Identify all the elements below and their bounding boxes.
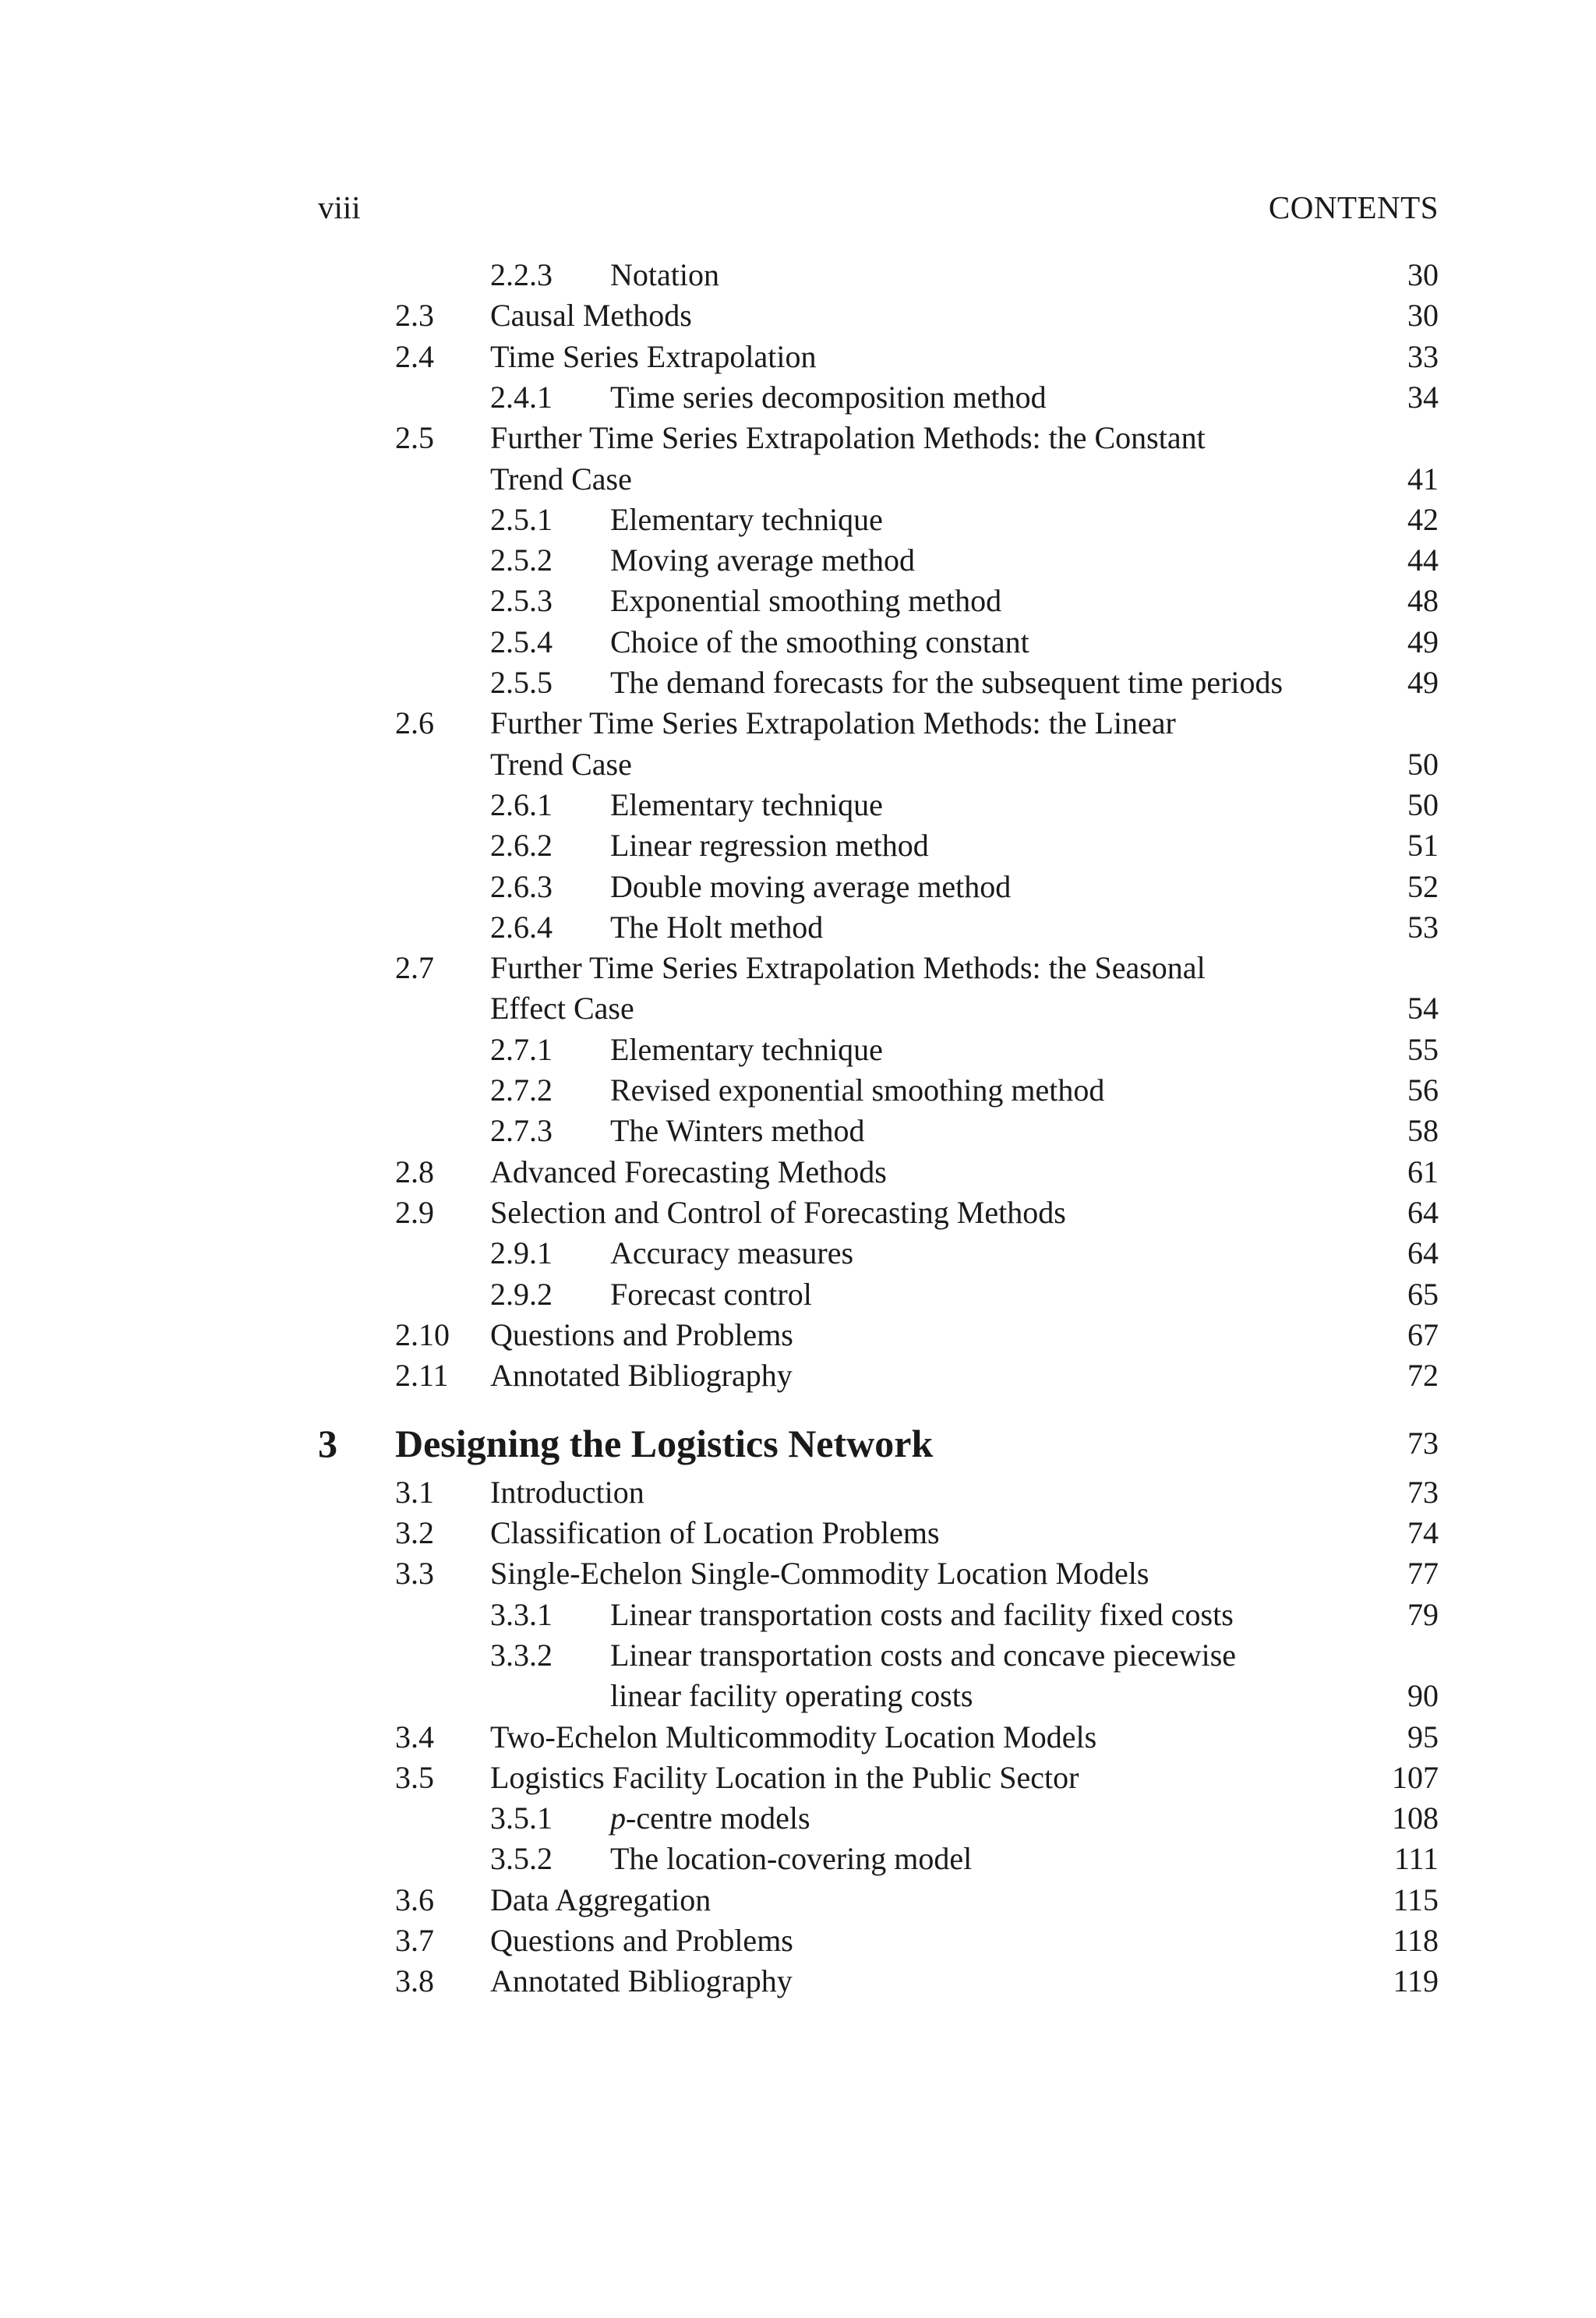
toc-entry-page: 53 xyxy=(1407,909,1439,945)
toc-entry-title: Single-Echelon Single-Commodity Location Models xyxy=(490,1556,1149,1592)
toc-entry xyxy=(0,540,1596,581)
toc-entry-number: 2.6.4 xyxy=(490,909,553,945)
toc-entry xyxy=(0,418,1596,458)
toc-entry-title: Choice of the smoothing constant xyxy=(610,624,1029,659)
toc-entry-page: 50 xyxy=(1407,746,1439,782)
toc-entry-number: 2.5.2 xyxy=(490,542,553,578)
toc-entry-page: 77 xyxy=(1407,1556,1439,1592)
toc-entry-title: Time series decomposition method xyxy=(610,379,1047,415)
toc-entry-title: Designing the Logistics Network xyxy=(395,1422,934,1466)
toc-entry-title: Time Series Extrapolation xyxy=(490,338,817,374)
toc-entry-number: 3.2 xyxy=(395,1515,434,1550)
toc-entry-title: The Holt method xyxy=(610,909,824,945)
toc-entry-page: 42 xyxy=(1407,501,1439,537)
toc-entry-number: 3.5.1 xyxy=(490,1800,553,1836)
toc-entry-title: Further Time Series Extrapolation Methods: the Linear xyxy=(490,705,1176,741)
toc-entry-number: 2.2.3 xyxy=(490,257,553,292)
toc-entry xyxy=(0,1355,1596,1396)
toc-entry-page: 108 xyxy=(1392,1800,1439,1836)
toc-entry-number: 2.9 xyxy=(395,1194,434,1230)
toc-entry-title: Introduction xyxy=(490,1474,644,1510)
toc-entry xyxy=(0,1553,1596,1594)
toc-entry-title: Linear regression method xyxy=(610,828,929,864)
toc-entry xyxy=(0,1880,1596,1920)
toc-entry-title: Advanced Forecasting Methods xyxy=(490,1154,887,1189)
toc-entry-title: Logistics Facility Location in the Public Sector xyxy=(490,1759,1079,1795)
toc-entry-title: Two-Echelon Multicommodity Location Models xyxy=(490,1719,1097,1754)
toc-entry-number: 2.9.1 xyxy=(490,1235,553,1271)
toc-entry-number: 2.6.3 xyxy=(490,868,553,904)
toc-entry-title: Causal Methods xyxy=(490,298,692,334)
toc-entry-page: 119 xyxy=(1393,1963,1439,1999)
toc-entry xyxy=(0,825,1596,866)
toc-entry-page: 51 xyxy=(1407,828,1439,864)
toc-entry xyxy=(0,785,1596,825)
toc-entry-page: 72 xyxy=(1407,1358,1439,1394)
toc-entry-page: 44 xyxy=(1407,542,1439,578)
toc-entry-page: 73 xyxy=(1407,1474,1439,1510)
toc-entry-title: Questions and Problems xyxy=(490,1923,793,1958)
toc-entry xyxy=(0,1030,1596,1070)
toc-entry xyxy=(0,500,1596,540)
toc-entry-page: 30 xyxy=(1407,257,1439,292)
toc-entry-page: 49 xyxy=(1407,665,1439,700)
toc-entry xyxy=(0,948,1596,988)
toc-entry-title: Linear transportation costs and facility fixed costs xyxy=(610,1596,1234,1632)
toc-entry-number: 2.8 xyxy=(395,1154,434,1189)
toc-entry-number: 2.5.5 xyxy=(490,665,553,700)
toc-entry-page: 95 xyxy=(1407,1719,1439,1754)
toc-entry-number: 2.4.1 xyxy=(490,379,553,415)
toc-entry-number: 3.1 xyxy=(395,1474,434,1510)
toc-entry xyxy=(0,1315,1596,1355)
toc-entry-page: 52 xyxy=(1407,868,1439,904)
toc-entry-page: 58 xyxy=(1407,1113,1439,1149)
toc-entry-page: 65 xyxy=(1407,1276,1439,1312)
toc-entry-title: Classification of Location Problems xyxy=(490,1515,940,1550)
toc-entry-title: linear facility operating costs xyxy=(610,1678,973,1714)
toc-entry-number: 2.5.3 xyxy=(490,583,553,619)
toc-entry xyxy=(0,907,1596,948)
toc-entry-number: 2.9.2 xyxy=(490,1276,553,1312)
toc-entry-title: Annotated Bibliography xyxy=(490,1963,793,1999)
toc-entry-page: 90 xyxy=(1407,1678,1439,1714)
toc-entry-title xyxy=(610,1798,810,1839)
toc-entry-title: Revised exponential smoothing method xyxy=(610,1072,1105,1108)
toc-entry-number: 3.8 xyxy=(395,1963,434,1999)
toc-entry-title: Data Aggregation xyxy=(490,1882,711,1917)
toc-entry xyxy=(0,1798,1596,1839)
toc-entry-number: 2.5.4 xyxy=(490,624,553,659)
toc-entry-title-variable: p xyxy=(610,1800,626,1836)
toc-entry-page: 107 xyxy=(1392,1759,1439,1795)
toc-entry xyxy=(0,1676,1596,1716)
toc-entry-number: 3.5 xyxy=(395,1759,434,1795)
toc-entry-number: 2.6.1 xyxy=(490,786,553,822)
toc-entry-title: The demand forecasts for the subsequent time periods xyxy=(610,665,1284,700)
toc-entry-number: 2.4 xyxy=(395,338,434,374)
toc-entry xyxy=(0,1758,1596,1798)
toc-entry-number: 2.5 xyxy=(395,420,434,456)
toc-entry xyxy=(0,1595,1596,1635)
toc-entry xyxy=(0,1070,1596,1111)
toc-entry-title: Further Time Series Extrapolation Methods: the Seasonal xyxy=(490,950,1206,986)
toc-entry-page: 55 xyxy=(1407,1031,1439,1067)
toc-entry xyxy=(0,867,1596,907)
toc-entry-page: 64 xyxy=(1407,1235,1439,1271)
toc-entry-number: 2.7 xyxy=(395,950,434,986)
toc-entry-page: 33 xyxy=(1407,338,1439,374)
toc-entry-number: 2.7.2 xyxy=(490,1072,553,1108)
toc-entry-number: 2.7.1 xyxy=(490,1031,553,1067)
toc-entry-page: 79 xyxy=(1407,1596,1439,1632)
toc-entry xyxy=(0,1152,1596,1193)
toc-entry-page: 73 xyxy=(1407,1426,1439,1461)
toc-entry-number: 3.3.2 xyxy=(490,1637,553,1673)
toc-entry xyxy=(0,337,1596,377)
toc-entry-page: 61 xyxy=(1407,1154,1439,1189)
toc-entry-page: 74 xyxy=(1407,1515,1439,1550)
toc-entry xyxy=(0,377,1596,418)
toc-entry-title: Linear transportation costs and concave piecewise xyxy=(610,1637,1237,1673)
toc-entry-page: 115 xyxy=(1393,1882,1439,1917)
toc-entry-title: Forecast control xyxy=(610,1276,812,1312)
toc-entry xyxy=(0,622,1596,663)
toc-entry-title: Accuracy measures xyxy=(610,1235,854,1271)
toc-entry-title: Elementary technique xyxy=(610,501,883,537)
toc-entry-number: 2.3 xyxy=(395,298,434,334)
toc-entry-page: 48 xyxy=(1407,583,1439,619)
toc-entry-title: Effect Case xyxy=(490,991,634,1026)
toc-entry-title: Further Time Series Extrapolation Methods: the Constant xyxy=(490,420,1206,456)
toc-entry-title: Elementary technique xyxy=(610,1031,883,1067)
toc-entry xyxy=(0,744,1596,785)
toc-entry-page: 56 xyxy=(1407,1072,1439,1108)
toc-entry-title: Moving average method xyxy=(610,542,915,578)
toc-entry-page: 64 xyxy=(1407,1194,1439,1230)
toc-entry xyxy=(0,988,1596,1029)
toc-entry-page: 118 xyxy=(1393,1923,1439,1958)
toc-entry-page: 111 xyxy=(1393,1841,1439,1877)
toc-entry xyxy=(0,255,1596,295)
toc-entry-title: Annotated Bibliography xyxy=(490,1358,793,1394)
toc-entry-title: Exponential smoothing method xyxy=(610,583,1002,619)
toc-entry-number: 2.7.3 xyxy=(490,1113,553,1149)
toc-entry-number: 2.10 xyxy=(395,1316,450,1352)
toc-entry-number: 2.5.1 xyxy=(490,501,553,537)
toc-entry xyxy=(0,1920,1596,1961)
toc-entry-title: Trend Case xyxy=(490,461,632,496)
toc-entry-number: 3.6 xyxy=(395,1882,434,1917)
running-title: CONTENTS xyxy=(1268,189,1439,225)
toc-entry xyxy=(0,703,1596,744)
toc-chapter-entry xyxy=(0,1419,1596,1468)
toc-entry-page: 67 xyxy=(1407,1316,1439,1352)
toc-entry xyxy=(0,663,1596,703)
toc-entry-number: 3.3 xyxy=(395,1556,434,1592)
toc-entry xyxy=(0,1635,1596,1676)
toc-entry-page: 30 xyxy=(1407,298,1439,334)
toc-entry-title: Notation xyxy=(610,257,719,292)
toc-entry-number: 2.6.2 xyxy=(490,828,553,864)
toc-entry-title: Questions and Problems xyxy=(490,1316,793,1352)
toc-entry-page: 50 xyxy=(1407,786,1439,822)
toc-entry-page: 41 xyxy=(1407,461,1439,496)
toc-entry-number: 3.4 xyxy=(395,1719,434,1754)
toc-entry xyxy=(0,295,1596,336)
toc-entry xyxy=(0,1274,1596,1315)
toc-entry xyxy=(0,459,1596,500)
toc-entry-page: 54 xyxy=(1407,991,1439,1026)
toc-entry xyxy=(0,1961,1596,2002)
toc-entry-number: 2.11 xyxy=(395,1358,449,1394)
toc-entry-number: 3.7 xyxy=(395,1923,434,1958)
toc-entry xyxy=(0,1839,1596,1879)
toc-entry-title: Elementary technique xyxy=(610,786,883,822)
toc-entry-title: Trend Case xyxy=(490,746,632,782)
toc-entry-page: 49 xyxy=(1407,624,1439,659)
toc-entry xyxy=(0,1472,1596,1513)
toc-entry xyxy=(0,1717,1596,1758)
toc-entry xyxy=(0,1111,1596,1151)
toc-entry xyxy=(0,581,1596,621)
page-number: viii xyxy=(318,189,361,225)
toc-entry xyxy=(0,1513,1596,1553)
toc-entry-number: 3.5.2 xyxy=(490,1841,553,1877)
toc-entry-title: The Winters method xyxy=(610,1113,865,1149)
toc-entry-title: Selection and Control of Forecasting Methods xyxy=(490,1194,1066,1230)
toc-entry-number: 3 xyxy=(318,1422,337,1466)
toc-entry-page: 34 xyxy=(1407,379,1439,415)
toc-entry-number: 3.3.1 xyxy=(490,1596,553,1632)
toc-entry xyxy=(0,1233,1596,1274)
toc-entry-number: 2.6 xyxy=(395,705,434,741)
toc-entry xyxy=(0,1193,1596,1233)
toc-entry-title: Double moving average method xyxy=(610,868,1012,904)
toc-entry-title-text: -centre models xyxy=(626,1800,810,1836)
toc-entry-title: The location-covering model xyxy=(610,1841,973,1877)
